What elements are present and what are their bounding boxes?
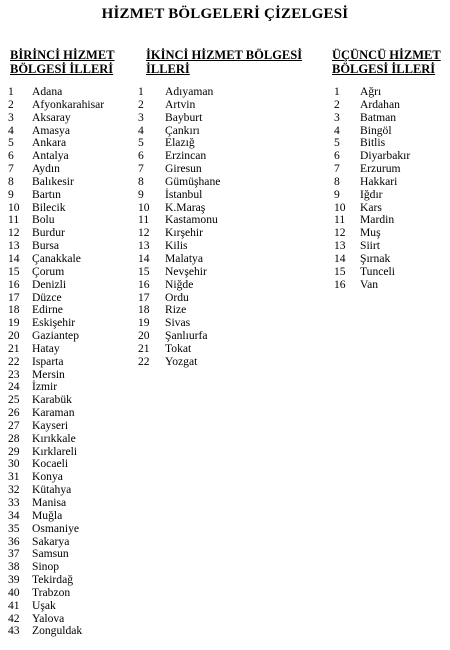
province-name: Kars bbox=[360, 200, 382, 214]
province-name: Düzce bbox=[32, 290, 62, 304]
province-row bbox=[322, 279, 447, 292]
province-row bbox=[8, 369, 143, 382]
page-title: HİZMET BÖLGELERİ ÇİZELGESİ bbox=[101, 6, 349, 22]
row-number: 18 bbox=[138, 303, 150, 317]
province-row bbox=[136, 279, 306, 292]
province-row bbox=[8, 99, 143, 112]
row-number: 2 bbox=[138, 97, 144, 111]
row-number: 33 bbox=[8, 496, 20, 509]
province-name: Isparta bbox=[32, 354, 64, 368]
province-name: Elazığ bbox=[165, 136, 195, 150]
province-row bbox=[8, 394, 143, 407]
province-name: Malatya bbox=[165, 251, 203, 265]
province-name: Aksaray bbox=[32, 110, 71, 124]
province-name: Bursa bbox=[32, 239, 60, 253]
province-row bbox=[8, 381, 143, 394]
province-name: Van bbox=[360, 277, 379, 291]
row-number: 42 bbox=[8, 611, 20, 625]
province-name: Giresun bbox=[165, 162, 202, 176]
province-row bbox=[8, 548, 143, 561]
row-number: 10 bbox=[8, 200, 20, 214]
province-row bbox=[136, 137, 306, 150]
row-number: 14 bbox=[8, 251, 20, 265]
province-row bbox=[136, 317, 306, 330]
province-row bbox=[136, 227, 306, 240]
row-number: 19 bbox=[138, 316, 150, 330]
province-row bbox=[8, 176, 143, 189]
province-row bbox=[136, 356, 306, 369]
row-number: 10 bbox=[334, 200, 346, 214]
province-name: İzmir bbox=[32, 380, 58, 394]
province-row bbox=[8, 125, 143, 138]
province-name: Gaziantep bbox=[32, 329, 79, 343]
province-name: Bingöl bbox=[360, 123, 392, 137]
column-header-third-region bbox=[322, 48, 447, 86]
province-row bbox=[136, 202, 306, 215]
row-number: 40 bbox=[8, 585, 20, 599]
province-row bbox=[136, 125, 306, 138]
province-list-second-region bbox=[136, 86, 306, 369]
row-number: 18 bbox=[8, 303, 20, 317]
row-number: 12 bbox=[8, 226, 20, 240]
province-row bbox=[8, 343, 143, 356]
column-header-line: BÖLGESİ İLLERİ bbox=[10, 62, 114, 76]
row-number: 24 bbox=[8, 380, 20, 394]
province-row bbox=[8, 112, 143, 125]
province-row bbox=[136, 214, 306, 227]
row-number: 3 bbox=[334, 110, 340, 124]
row-number: 5 bbox=[138, 136, 144, 150]
province-row bbox=[136, 266, 306, 279]
row-number: 34 bbox=[8, 508, 20, 522]
province-row bbox=[136, 163, 306, 176]
row-number: 14 bbox=[334, 251, 346, 265]
province-name: Bitlis bbox=[360, 136, 386, 150]
province-name: Afyonkarahisar bbox=[32, 97, 105, 111]
province-name: Hatay bbox=[32, 341, 60, 355]
province-row bbox=[8, 471, 143, 484]
province-name: K.Maraş bbox=[165, 200, 206, 214]
row-number: 22 bbox=[138, 354, 150, 368]
province-row bbox=[8, 304, 143, 317]
row-number: 1 bbox=[8, 85, 14, 98]
province-name: Aydın bbox=[32, 162, 60, 176]
province-name: Kırıkkale bbox=[32, 431, 76, 445]
province-row bbox=[136, 150, 306, 163]
province-name: Tokat bbox=[165, 341, 192, 355]
row-number: 5 bbox=[8, 136, 14, 150]
row-number: 1 bbox=[138, 85, 144, 98]
province-name: Gümüşhane bbox=[165, 174, 221, 188]
province-row bbox=[136, 304, 306, 317]
province-name: Batman bbox=[360, 110, 397, 124]
row-number: 6 bbox=[8, 149, 14, 163]
province-row bbox=[136, 240, 306, 253]
province-name: Zonguldak bbox=[32, 624, 83, 638]
province-name: Bolu bbox=[32, 213, 55, 227]
row-number: 35 bbox=[8, 521, 20, 535]
row-number: 4 bbox=[334, 123, 340, 137]
province-name: Muş bbox=[360, 226, 381, 240]
province-row bbox=[8, 446, 143, 459]
province-name: Çanakkale bbox=[32, 251, 81, 265]
column-first-region bbox=[8, 48, 143, 638]
province-name: Sakarya bbox=[32, 534, 70, 548]
province-name: Karabük bbox=[32, 393, 72, 407]
province-name: Mardin bbox=[360, 213, 395, 227]
province-name: Siirt bbox=[360, 239, 380, 253]
province-row bbox=[136, 253, 306, 266]
column-header-line: BİRİNCİ HİZMET bbox=[10, 48, 115, 62]
column-header-second-region bbox=[136, 48, 306, 86]
row-number: 31 bbox=[8, 470, 20, 484]
column-header-line: ÜÇÜNCÜ HİZMET bbox=[332, 48, 441, 62]
province-list-third-region bbox=[322, 86, 447, 292]
province-row bbox=[8, 202, 143, 215]
row-number: 12 bbox=[138, 226, 150, 240]
row-number: 2 bbox=[8, 97, 14, 111]
row-number: 13 bbox=[8, 239, 20, 253]
province-row bbox=[136, 189, 306, 202]
row-number: 29 bbox=[8, 444, 20, 458]
province-name: Erzurum bbox=[360, 162, 401, 176]
row-number: 7 bbox=[138, 162, 144, 176]
row-number: 12 bbox=[334, 226, 346, 240]
row-number: 6 bbox=[138, 149, 144, 163]
row-number: 2 bbox=[334, 97, 340, 111]
province-name: Antalya bbox=[32, 149, 69, 163]
province-row bbox=[8, 266, 143, 279]
province-name: Kastamonu bbox=[165, 213, 218, 227]
row-number: 22 bbox=[8, 354, 20, 368]
province-name: Erzincan bbox=[165, 149, 207, 163]
row-number: 7 bbox=[334, 162, 340, 176]
province-name: Konya bbox=[32, 470, 63, 484]
province-name: Tunceli bbox=[360, 264, 396, 278]
province-name: Adıyaman bbox=[165, 85, 214, 98]
row-number: 41 bbox=[8, 598, 20, 612]
province-name: Niğde bbox=[165, 277, 194, 291]
province-name: Nevşehir bbox=[165, 264, 207, 278]
row-number: 4 bbox=[8, 123, 14, 137]
province-row bbox=[8, 600, 143, 613]
province-name: Mersin bbox=[32, 367, 65, 381]
row-number: 11 bbox=[138, 213, 150, 227]
province-name: Kilis bbox=[165, 239, 188, 253]
row-number: 9 bbox=[8, 187, 14, 201]
province-list-first-region bbox=[8, 86, 143, 638]
province-name: Ordu bbox=[165, 290, 189, 304]
province-name: Tekirdağ bbox=[32, 573, 74, 587]
province-name: Ardahan bbox=[360, 97, 400, 111]
province-name: Manisa bbox=[32, 496, 67, 509]
row-number: 16 bbox=[8, 277, 20, 291]
province-name: Iğdır bbox=[360, 187, 383, 201]
province-row bbox=[8, 150, 143, 163]
province-row bbox=[136, 112, 306, 125]
province-name: Hakkari bbox=[360, 174, 398, 188]
column-header-line: İKİNCİ HİZMET BÖLGESİ bbox=[146, 48, 303, 62]
column-second-region bbox=[136, 48, 306, 369]
province-row bbox=[8, 484, 143, 497]
province-name: Muğla bbox=[32, 508, 63, 522]
province-name: Kırklareli bbox=[32, 444, 78, 458]
province-name: Bayburt bbox=[165, 110, 203, 124]
row-number: 36 bbox=[8, 534, 20, 548]
province-row bbox=[136, 86, 306, 99]
province-row bbox=[8, 561, 143, 574]
row-number: 30 bbox=[8, 457, 20, 471]
row-number: 38 bbox=[8, 560, 20, 574]
row-number: 8 bbox=[8, 174, 14, 188]
column-third-region bbox=[322, 48, 447, 292]
province-name: Diyarbakır bbox=[360, 149, 411, 163]
row-number: 10 bbox=[138, 200, 150, 214]
province-name: Osmaniye bbox=[32, 521, 80, 535]
province-row bbox=[8, 330, 143, 343]
province-name: Karaman bbox=[32, 406, 75, 420]
province-row bbox=[8, 497, 143, 510]
province-name: Bartın bbox=[32, 187, 61, 201]
province-name: Artvin bbox=[165, 97, 196, 111]
column-header-first-region bbox=[8, 48, 143, 86]
province-row bbox=[322, 266, 447, 279]
province-name: Şanlıurfa bbox=[165, 329, 208, 343]
province-name: Denizli bbox=[32, 277, 67, 291]
row-number: 21 bbox=[138, 341, 150, 355]
row-number: 20 bbox=[138, 329, 150, 343]
province-row bbox=[136, 176, 306, 189]
province-row bbox=[322, 189, 447, 202]
province-name: Uşak bbox=[32, 598, 56, 612]
province-name: Kocaeli bbox=[32, 457, 69, 471]
row-number: 9 bbox=[138, 187, 144, 201]
province-row bbox=[136, 330, 306, 343]
row-number: 13 bbox=[334, 239, 346, 253]
row-number: 11 bbox=[8, 213, 20, 227]
row-number: 15 bbox=[334, 264, 346, 278]
province-name: Samsun bbox=[32, 547, 69, 561]
row-number: 14 bbox=[138, 251, 150, 265]
province-row bbox=[8, 253, 143, 266]
province-row bbox=[136, 343, 306, 356]
province-row bbox=[8, 625, 143, 638]
row-number: 9 bbox=[334, 187, 340, 201]
province-name: Edirne bbox=[32, 303, 63, 317]
province-name: Amasya bbox=[32, 123, 70, 137]
row-number: 25 bbox=[8, 393, 20, 407]
row-number: 16 bbox=[138, 277, 150, 291]
row-number: 4 bbox=[138, 123, 144, 137]
province-name: İstanbul bbox=[165, 187, 203, 201]
row-number: 13 bbox=[138, 239, 150, 253]
province-name: Bilecik bbox=[32, 200, 66, 214]
row-number: 16 bbox=[334, 277, 346, 291]
province-row bbox=[8, 536, 143, 549]
row-number: 7 bbox=[8, 162, 14, 176]
province-name: Çorum bbox=[32, 264, 65, 278]
province-row bbox=[8, 163, 143, 176]
province-row bbox=[8, 279, 143, 292]
row-number: 5 bbox=[334, 136, 340, 150]
row-number: 27 bbox=[8, 418, 20, 432]
province-row bbox=[8, 189, 143, 202]
province-row bbox=[8, 356, 143, 369]
row-number: 21 bbox=[8, 341, 20, 355]
province-name: Adana bbox=[32, 85, 63, 98]
row-number: 6 bbox=[334, 149, 340, 163]
province-row bbox=[8, 587, 143, 600]
row-number: 8 bbox=[334, 174, 340, 188]
row-number: 43 bbox=[8, 624, 20, 638]
province-row bbox=[8, 227, 143, 240]
province-name: Yozgat bbox=[165, 354, 198, 368]
column-header-line: BÖLGESİ İLLERİ bbox=[332, 62, 436, 76]
province-name: Sivas bbox=[165, 316, 191, 330]
province-row bbox=[136, 292, 306, 305]
province-name: Şırnak bbox=[360, 251, 391, 265]
row-number: 17 bbox=[138, 290, 150, 304]
province-row bbox=[136, 99, 306, 112]
province-name: Ankara bbox=[32, 136, 67, 150]
province-name: Kayseri bbox=[32, 418, 69, 432]
province-name: Çankırı bbox=[165, 123, 200, 137]
province-row bbox=[8, 292, 143, 305]
province-row bbox=[322, 176, 447, 189]
row-number: 23 bbox=[8, 367, 20, 381]
row-number: 11 bbox=[334, 213, 346, 227]
province-name: Balıkesir bbox=[32, 174, 74, 188]
row-number: 37 bbox=[8, 547, 20, 561]
province-name: Burdur bbox=[32, 226, 65, 240]
province-row bbox=[8, 214, 143, 227]
row-number: 8 bbox=[138, 174, 144, 188]
row-number: 19 bbox=[8, 316, 20, 330]
row-number: 15 bbox=[8, 264, 20, 278]
row-number: 32 bbox=[8, 483, 20, 497]
province-name: Trabzon bbox=[32, 585, 71, 599]
province-name: Kırşehir bbox=[165, 226, 203, 240]
row-number: 15 bbox=[138, 264, 150, 278]
province-name: Eskişehir bbox=[32, 316, 76, 330]
province-name: Kütahya bbox=[32, 483, 72, 497]
row-number: 26 bbox=[8, 406, 20, 420]
province-name: Rize bbox=[165, 303, 187, 317]
province-row bbox=[8, 458, 143, 471]
row-number: 28 bbox=[8, 431, 20, 445]
province-row bbox=[8, 407, 143, 420]
province-row bbox=[8, 574, 143, 587]
row-number: 3 bbox=[138, 110, 144, 124]
province-name: Ağrı bbox=[360, 85, 382, 98]
row-number: 1 bbox=[334, 85, 340, 98]
column-header-line: İLLERİ bbox=[146, 62, 190, 76]
row-number: 39 bbox=[8, 573, 20, 587]
row-number: 3 bbox=[8, 110, 14, 124]
province-row bbox=[8, 523, 143, 536]
province-name: Sinop bbox=[32, 560, 60, 574]
province-row bbox=[8, 137, 143, 150]
row-number: 17 bbox=[8, 290, 20, 304]
row-number: 20 bbox=[8, 329, 20, 343]
province-name: Yalova bbox=[32, 611, 65, 625]
